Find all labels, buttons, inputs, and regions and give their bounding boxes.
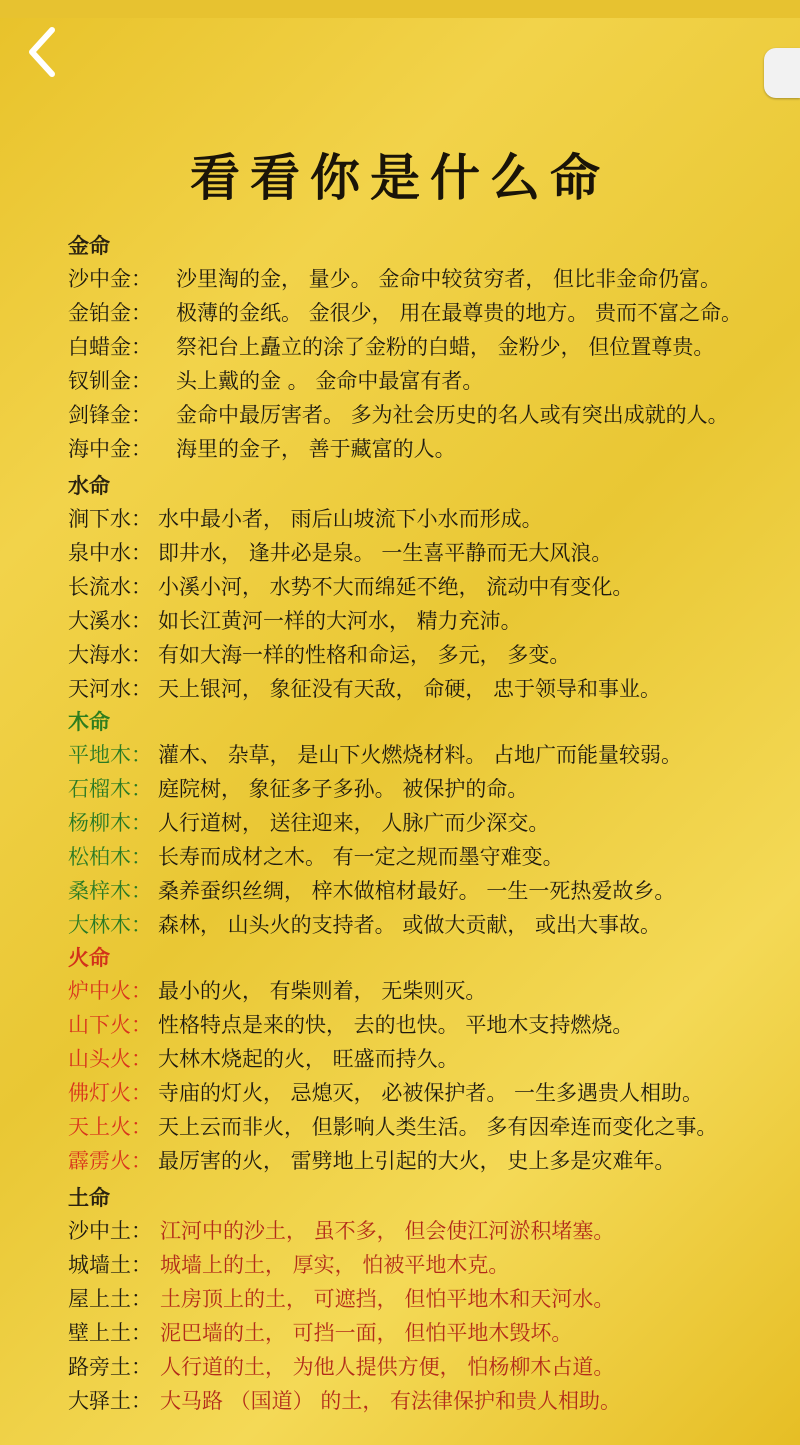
list-item	[68, 502, 798, 536]
item-description: 人行道的土， 为他人提供方便， 怕杨柳木占道。	[160, 1355, 615, 1379]
item-name: 剑锋金：	[68, 403, 152, 427]
item-name: 沙中土：	[68, 1219, 152, 1243]
chevron-left-icon	[22, 22, 66, 82]
list-item	[68, 1008, 798, 1042]
section-wood	[68, 706, 798, 942]
list-item	[68, 908, 798, 942]
item-description: 天上云而非火， 但影响人类生活。 多有因牵连而变化之事。	[158, 1115, 718, 1139]
section-heading: 土命	[68, 1185, 110, 1210]
item-name: 路旁土：	[68, 1355, 152, 1379]
item-name: 桑梓木：	[68, 879, 152, 903]
item-description: 长寿而成材之木。 有一定之规而墨守难变。	[158, 845, 564, 869]
item-name: 山下火：	[68, 1013, 152, 1037]
list-item	[68, 1384, 798, 1418]
section-heading: 水命	[68, 473, 110, 498]
item-description: 即井水， 逢井必是泉。 一生喜平静而无大风浪。	[158, 541, 613, 565]
item-description: 最厉害的火， 雷劈地上引起的大火， 史上多是灾难年。	[158, 1149, 676, 1173]
list-item	[68, 432, 798, 466]
item-name: 佛灯火：	[68, 1081, 152, 1105]
item-description: 祭祀台上矗立的涂了金粉的白蜡， 金粉少， 但位置尊贵。	[176, 335, 715, 359]
list-item	[68, 1076, 798, 1110]
item-description: 如长江黄河一样的大河水， 精力充沛。	[158, 609, 522, 633]
item-name: 白蜡金：	[68, 335, 152, 359]
status-strip	[0, 0, 800, 18]
item-description: 大林木烧起的火， 旺盛而持久。	[158, 1047, 459, 1071]
item-name: 泉中水：	[68, 541, 152, 565]
item-description: 头上戴的金 。 金命中最富有者。	[176, 369, 484, 393]
section-heading: 木命	[68, 709, 110, 734]
item-description: 寺庙的灯火， 忌熄灭， 必被保护者。 一生多遇贵人相助。	[158, 1081, 704, 1105]
item-description: 城墙上的土， 厚实， 怕被平地木克。	[160, 1253, 510, 1277]
item-description: 最小的火， 有柴则着， 无柴则灭。	[158, 979, 487, 1003]
item-name: 炉中火：	[68, 979, 152, 1003]
item-description: 江河中的沙土， 虽不多， 但会使江河淤积堵塞。	[160, 1219, 615, 1243]
item-description: 性格特点是来的快， 去的也快。 平地木支持燃烧。	[158, 1013, 634, 1037]
item-description: 人行道树， 送往迎来， 人脉广而少深交。	[158, 811, 550, 835]
list-item	[68, 296, 798, 330]
list-item	[68, 638, 798, 672]
list-item	[68, 604, 798, 638]
item-name: 涧下水：	[68, 507, 152, 531]
back-button[interactable]	[22, 22, 66, 82]
item-name: 屋上土：	[68, 1287, 152, 1311]
list-item	[68, 974, 798, 1008]
list-item	[68, 1350, 798, 1384]
item-description: 有如大海一样的性格和命运， 多元， 多变。	[158, 643, 571, 667]
item-name: 大溪水：	[68, 609, 152, 633]
item-name: 平地木：	[68, 743, 152, 767]
section-fire	[68, 942, 798, 1178]
list-item	[68, 772, 798, 806]
item-name: 霹雳火：	[68, 1149, 152, 1173]
list-item	[68, 1282, 798, 1316]
item-description: 小溪小河， 水势不大而绵延不绝， 流动中有变化。	[158, 575, 634, 599]
item-name: 石榴木：	[68, 777, 152, 801]
item-description: 大马路 （国道） 的土， 有法律保护和贵人相助。	[160, 1389, 622, 1413]
item-name: 大海水：	[68, 643, 152, 667]
list-item	[68, 330, 798, 364]
item-name: 大驿土：	[68, 1389, 152, 1413]
item-description: 土房顶上的土， 可遮挡， 但怕平地木和天河水。	[160, 1287, 615, 1311]
item-description: 森林， 山头火的支持者。 或做大贡献， 或出大事故。	[158, 913, 662, 937]
list-item	[68, 536, 798, 570]
section-heading: 金命	[68, 233, 110, 258]
list-item	[68, 1214, 798, 1248]
section-earth	[68, 1182, 798, 1418]
list-item	[68, 1042, 798, 1076]
floating-side-button[interactable]	[764, 48, 800, 98]
item-description: 泥巴墙的土， 可挡一面， 但怕平地木毁坏。	[160, 1321, 573, 1345]
list-item	[68, 262, 798, 296]
item-name: 大林木：	[68, 913, 152, 937]
item-name: 天上火：	[68, 1115, 152, 1139]
item-name: 山头火：	[68, 1047, 152, 1071]
item-description: 水中最小者， 雨后山坡流下小水而形成。	[158, 507, 543, 531]
list-item	[68, 398, 798, 432]
item-description: 极薄的金纸。 金很少， 用在最尊贵的地方。 贵而不富之命。	[176, 301, 743, 325]
item-name: 壁上土：	[68, 1321, 152, 1345]
list-item	[68, 570, 798, 604]
list-item	[68, 1316, 798, 1350]
list-item	[68, 1144, 798, 1178]
content-list	[68, 230, 798, 1418]
item-description: 庭院树， 象征多子多孙。 被保护的命。	[158, 777, 529, 801]
list-item	[68, 738, 798, 772]
item-name: 杨柳木：	[68, 811, 152, 835]
list-item	[68, 1110, 798, 1144]
item-description: 海里的金子， 善于藏富的人。	[176, 437, 456, 461]
section-metal	[68, 230, 798, 466]
list-item	[68, 806, 798, 840]
item-name: 天河水：	[68, 677, 152, 701]
list-item	[68, 840, 798, 874]
item-name: 沙中金：	[68, 267, 152, 291]
item-name: 金铂金：	[68, 301, 152, 325]
item-name: 钗钏金：	[68, 369, 152, 393]
item-name: 海中金：	[68, 437, 152, 461]
item-name: 长流水：	[68, 575, 152, 599]
page-title: 看看你是什么命	[190, 148, 610, 207]
list-item	[68, 364, 798, 398]
section-heading: 火命	[68, 945, 110, 970]
list-item	[68, 1248, 798, 1282]
list-item	[68, 672, 798, 706]
list-item	[68, 874, 798, 908]
item-name: 城墙土：	[68, 1253, 152, 1277]
item-description: 桑养蚕织丝绸， 梓木做棺材最好。 一生一死热爱故乡。	[158, 879, 676, 903]
item-description: 灌木、 杂草， 是山下火燃烧材料。 占地广而能量较弱。	[158, 743, 683, 767]
section-water	[68, 470, 798, 706]
item-description: 金命中最厉害者。 多为社会历史的名人或有突出成就的人。	[176, 403, 729, 427]
item-description: 沙里淘的金， 量少。 金命中较贫穷者， 但比非金命仍富。	[176, 267, 722, 291]
item-description: 天上银河， 象征没有天敌， 命硬， 忠于领导和事业。	[158, 677, 662, 701]
item-name: 松柏木：	[68, 845, 152, 869]
